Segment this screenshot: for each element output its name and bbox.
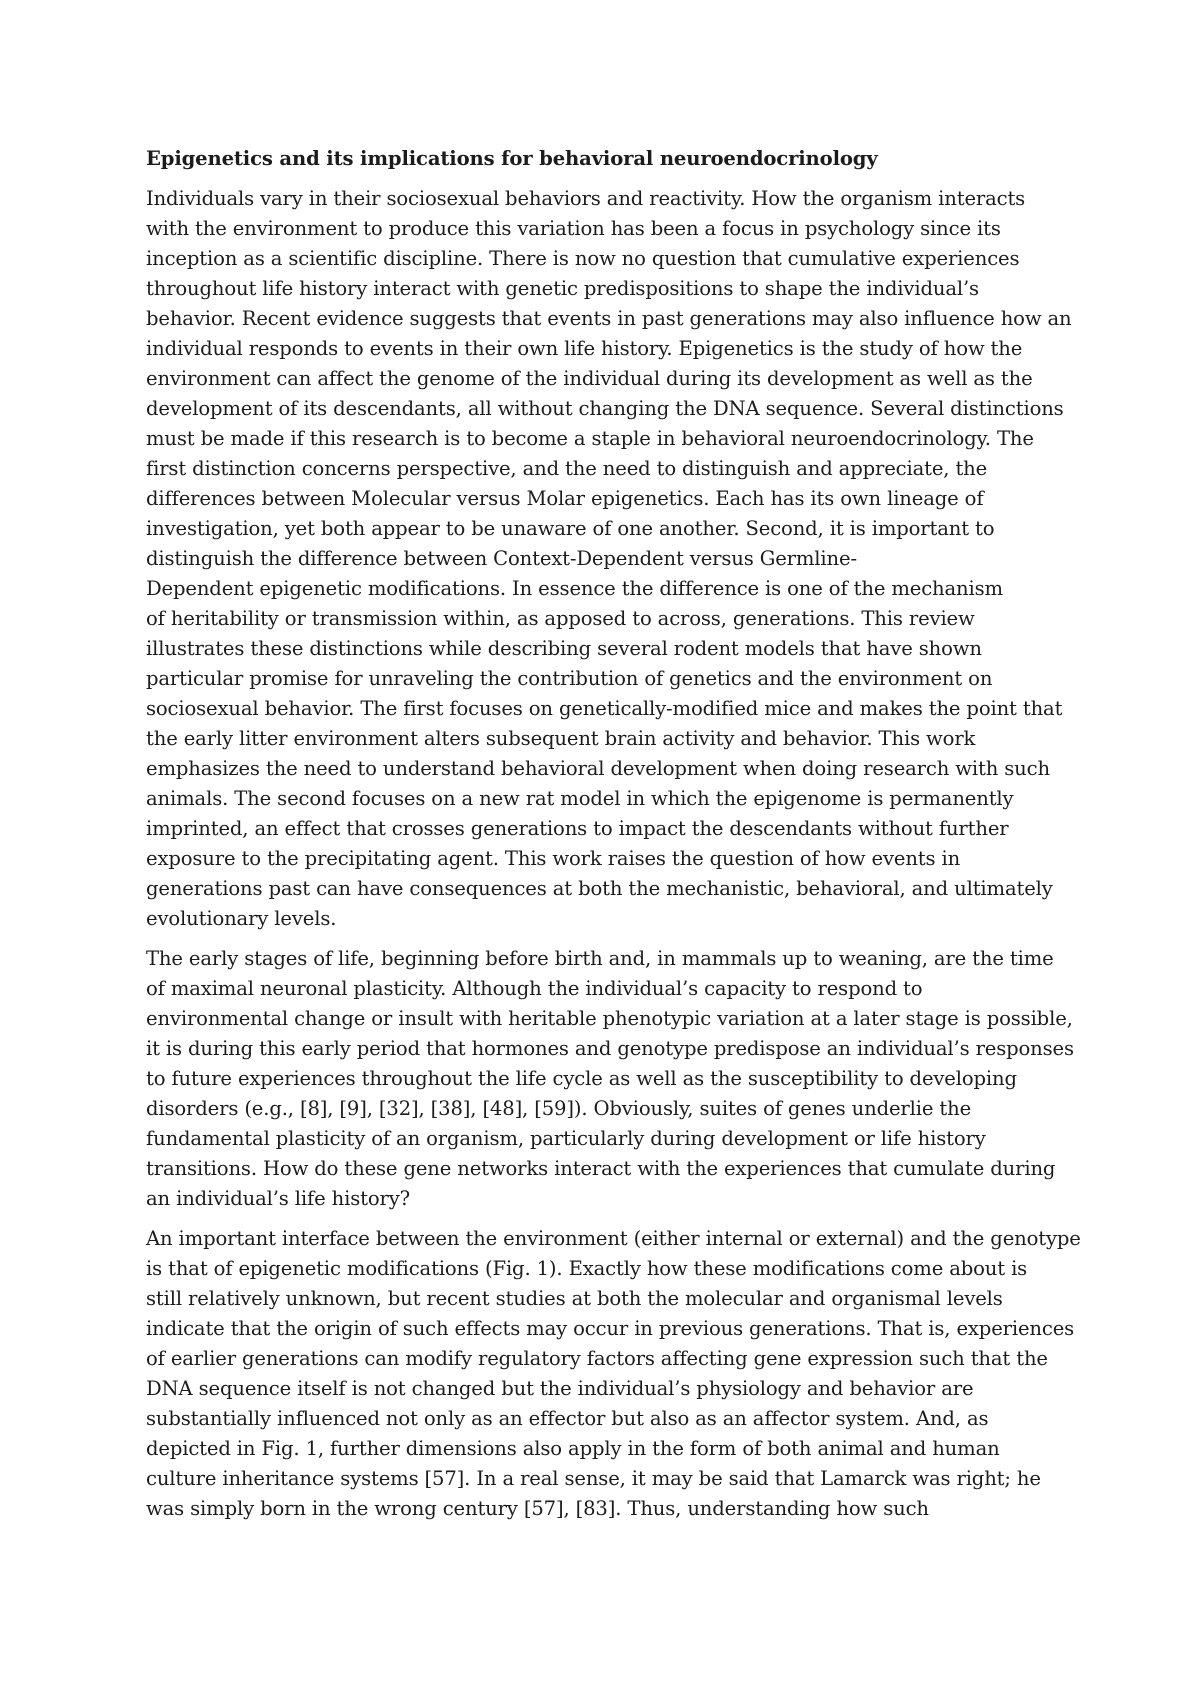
paragraph-line: transitions. How do these gene networks interact with the experiences that cumulate during	[146, 1157, 1056, 1180]
paragraph-line: substantially influenced not only as an effector but also as an affector system. And, as	[146, 1407, 989, 1430]
paragraph-container	[146, 184, 1081, 1524]
paragraph-line: depicted in Fig. 1, further dimensions also apply in the form of both animal and human	[146, 1437, 1000, 1460]
paragraph-line: it is during this early period that hormones and genotype predispose an individual’s responses	[146, 1037, 1074, 1060]
paragraph-line: of maximal neuronal plasticity. Although the individual’s capacity to respond to	[146, 977, 923, 1000]
paragraph-line: particular promise for unraveling the contribution of genetics and the environment on	[146, 667, 993, 690]
paragraph-line: animals. The second focuses on a new rat model in which the epigenome is permanently	[146, 787, 1014, 810]
paragraph-line: throughout life history interact with genetic predispositions to shape the individual’s	[146, 277, 979, 300]
body-paragraph	[146, 184, 1070, 934]
paragraph-line: disorders (e.g., [8], [9], [32], [38], [48], [59]). Obviously, suites of genes underlie the	[146, 1097, 972, 1120]
paragraph-line: exposure to the precipitating agent. This work raises the question of how events in	[146, 847, 961, 870]
paragraph-line: environmental change or insult with heritable phenotypic variation at a later stage is possible,	[146, 1007, 1073, 1030]
paragraph-line: is that of epigenetic modifications (Fig. 1). Exactly how these modifications come about is	[146, 1257, 1028, 1280]
paragraph-line: evolutionary levels.	[146, 907, 337, 930]
paragraph-line: indicate that the origin of such effects may occur in previous generations. That is, experiences	[146, 1317, 1075, 1340]
paragraph-line: An important interface between the environment (either internal or external) and the genotype	[146, 1227, 1081, 1250]
document-title: Epigenetics and its implications for behavioral neuroendocrinology	[146, 147, 878, 170]
paragraph-line: distinguish the difference between Context-Dependent versus Germline-	[146, 547, 857, 570]
paragraph-line: with the environment to produce this variation has been a focus in psychology since its	[146, 217, 1001, 240]
paragraph-line: an individual’s life history?	[146, 1187, 410, 1210]
paragraph-line: illustrates these distinctions while describing several rodent models that have shown	[146, 637, 982, 660]
paragraph-line: of heritability or transmission within, as apposed to across, generations. This review	[146, 607, 975, 630]
paragraph-line: Individuals vary in their sociosexual behaviors and reactivity. How the organism interacts	[146, 187, 1026, 210]
document-body	[146, 144, 1081, 1534]
paragraph-line: culture inheritance systems [57]. In a real sense, it may be said that Lamarck was right; he	[146, 1467, 1041, 1490]
paragraph-line: to future experiences throughout the life cycle as well as the susceptibility to developing	[146, 1067, 1017, 1090]
paragraph-line: behavior. Recent evidence suggests that events in past generations may also influence how an	[146, 307, 1072, 330]
paragraph-line: inception as a scientific discipline. There is now no question that cumulative experiences	[146, 247, 1020, 270]
paragraph-line: Dependent epigenetic modifications. In essence the difference is one of the mechanism	[146, 577, 1003, 600]
paragraph-line: imprinted, an effect that crosses generations to impact the descendants without further	[146, 817, 1009, 840]
body-paragraph	[146, 944, 1074, 1214]
paragraph-line: of earlier generations can modify regulatory factors affecting gene expression such that the	[146, 1347, 1048, 1370]
paragraph-line: first distinction concerns perspective, and the need to distinguish and appreciate, the	[146, 457, 988, 480]
paragraph-line: fundamental plasticity of an organism, particularly during development or life history	[146, 1127, 986, 1150]
paragraph-line: environment can affect the genome of the individual during its development as well as the	[146, 367, 1033, 390]
paragraph-line: development of its descendants, all without changing the DNA sequence. Several distinctions	[146, 397, 1064, 420]
paragraph-line: generations past can have consequences at both the mechanistic, behavioral, and ultimately	[146, 877, 1053, 900]
paragraph-line: the early litter environment alters subsequent brain activity and behavior. This work	[146, 727, 976, 750]
paragraph-line: must be made if this research is to become a staple in behavioral neuroendocrinology. The	[146, 427, 1034, 450]
paragraph-line: sociosexual behavior. The first focuses on genetically-modified mice and makes the point that	[146, 697, 1063, 720]
paragraph-line: was simply born in the wrong century [57], [83]. Thus, understanding how such	[146, 1497, 929, 1520]
paragraph-line: investigation, yet both appear to be unaware of one another. Second, it is important to	[146, 517, 995, 540]
body-paragraph	[146, 1224, 1081, 1524]
paragraph-line: individual responds to events in their own life history. Epigenetics is the study of how the	[146, 337, 1023, 360]
paragraph-line: DNA sequence itself is not changed but the individual’s physiology and behavior are	[146, 1377, 974, 1400]
paragraph-line: emphasizes the need to understand behavioral development when doing research with such	[146, 757, 1050, 780]
paragraph-line: still relatively unknown, but recent studies at both the molecular and organismal levels	[146, 1287, 1003, 1310]
paragraph-line: differences between Molecular versus Molar epigenetics. Each has its own lineage of	[146, 487, 984, 510]
paragraph-line: The early stages of life, beginning before birth and, in mammals up to weaning, are the time	[146, 947, 1054, 970]
